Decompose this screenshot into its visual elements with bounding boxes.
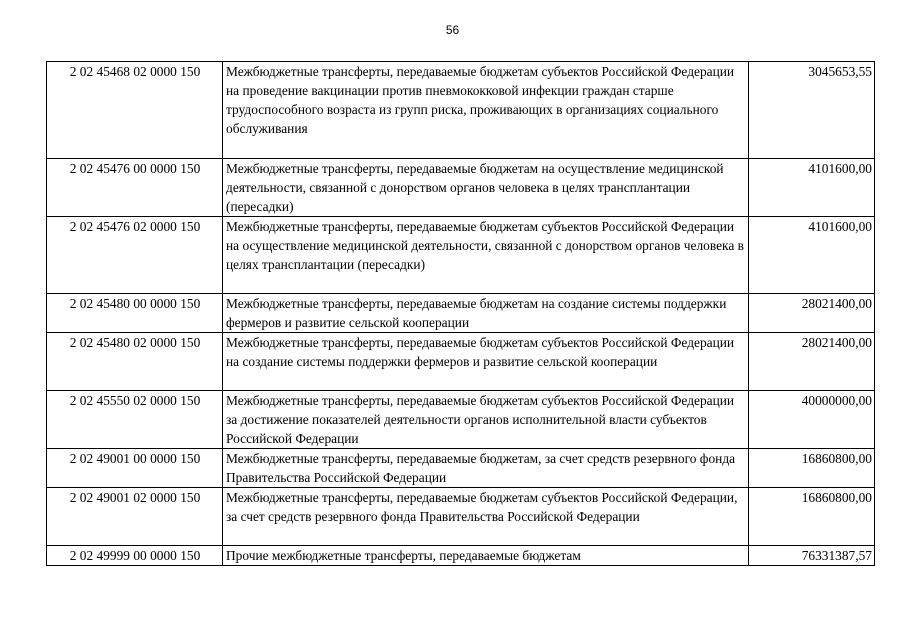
table-row [47,294,875,333]
table-row [47,391,875,449]
description-cell: Межбюджетные трансферты, передаваемые бюджетам субъектов Российской Федерации за достижение показателей деятельности органов исполнительной власти субъектов Российской Федерации [223,391,749,449]
description-cell: Межбюджетные трансферты, передаваемые бюджетам субъектов Российской Федерации на проведение вакцинации против пневмококковой инфекции граждан старше трудоспособного возраста из групп риска, проживающих в организациях социального обслуживания [223,62,749,159]
budget-code-cell: 2 02 45468 02 0000 150 [47,62,223,159]
table-row [47,62,875,159]
budget-code-cell: 2 02 45480 02 0000 150 [47,333,223,391]
table-row [47,546,875,566]
budget-code-cell: 2 02 45550 02 0000 150 [47,391,223,449]
budget-code-cell: 2 02 49001 00 0000 150 [47,449,223,488]
table-row [47,159,875,217]
amount-cell: 4101600,00 [749,217,875,294]
page-number: 56 [445,23,460,37]
amount-cell: 28021400,00 [749,333,875,391]
amount-cell: 76331387,57 [749,546,875,566]
table-row [47,333,875,391]
budget-table [46,61,875,566]
amount-cell: 40000000,00 [749,391,875,449]
budget-code-cell: 2 02 45476 00 0000 150 [47,159,223,217]
description-cell: Межбюджетные трансферты, передаваемые бюджетам субъектов Российской Федерации на осуществление медицинской деятельности, связанной с донорством органов человека в целях трансплантации (пересадки) [223,217,749,294]
amount-cell: 3045653,55 [749,62,875,159]
description-cell: Прочие межбюджетные трансферты, передаваемые бюджетам [223,546,749,566]
description-cell: Межбюджетные трансферты, передаваемые бюджетам, за счет средств резервного фонда Правительства Российской Федерации [223,449,749,488]
description-cell: Межбюджетные трансферты, передаваемые бюджетам на создание системы поддержки фермеров и развитие сельской кооперации [223,294,749,333]
table-row [47,217,875,294]
table-row [47,449,875,488]
description-cell: Межбюджетные трансферты, передаваемые бюджетам на осуществление медицинской деятельности, связанной с донорством органов человека в целях трансплантации (пересадки) [223,159,749,217]
amount-cell: 28021400,00 [749,294,875,333]
amount-cell: 16860800,00 [749,449,875,488]
table-row [47,488,875,546]
description-cell: Межбюджетные трансферты, передаваемые бюджетам субъектов Российской Федерации, за счет средств резервного фонда Правительства Российской Федерации [223,488,749,546]
budget-code-cell: 2 02 49001 02 0000 150 [47,488,223,546]
amount-cell: 4101600,00 [749,159,875,217]
budget-code-cell: 2 02 45476 02 0000 150 [47,217,223,294]
description-cell: Межбюджетные трансферты, передаваемые бюджетам субъектов Российской Федерации на создание системы поддержки фермеров и развитие сельской кооперации [223,333,749,391]
amount-cell: 16860800,00 [749,488,875,546]
budget-code-cell: 2 02 45480 00 0000 150 [47,294,223,333]
budget-code-cell: 2 02 49999 00 0000 150 [47,546,223,566]
